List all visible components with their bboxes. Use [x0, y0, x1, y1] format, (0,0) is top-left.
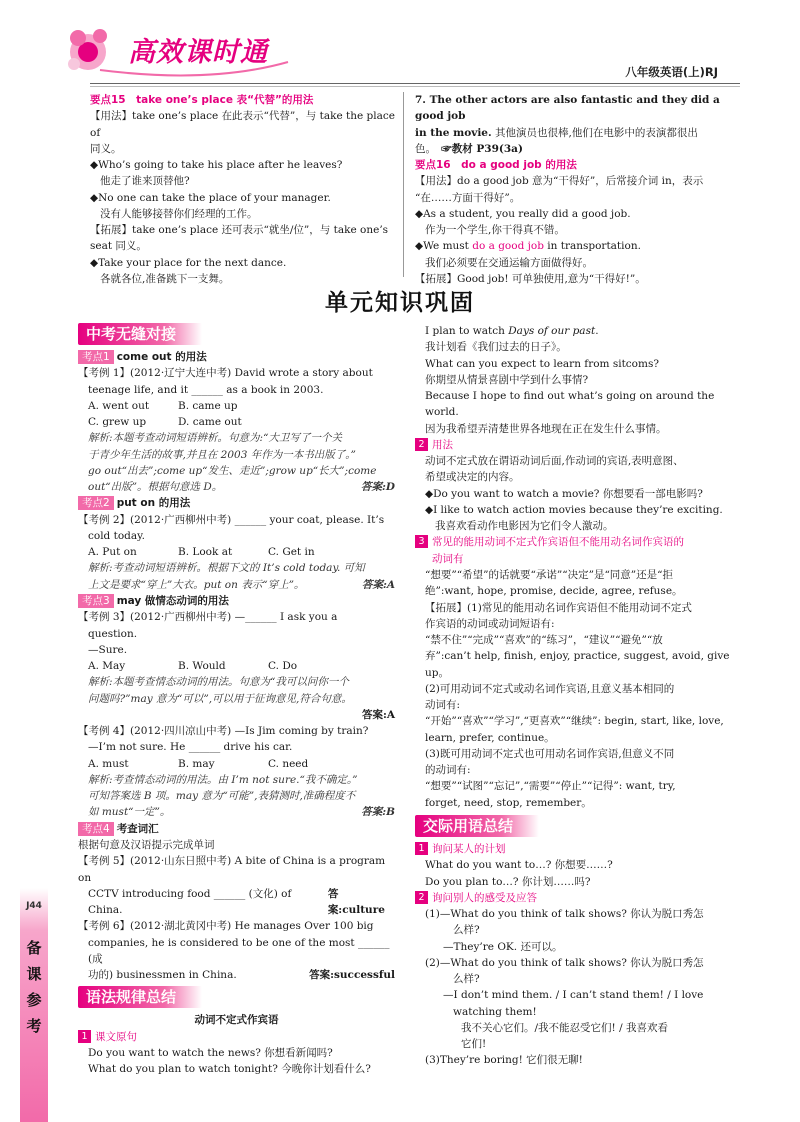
c2-d1b: 么样? — [453, 924, 480, 937]
ex2-options — [78, 544, 395, 560]
column-divider — [403, 92, 404, 277]
c2-d2f: 它们! — [461, 1038, 487, 1051]
g3-text14: forget, need, stop, remember。 — [425, 796, 592, 809]
logo-text: 高效课时通 — [128, 37, 268, 68]
header-divider-thin — [90, 86, 740, 87]
ex1-option-a: A. went out — [88, 399, 150, 412]
ex3-answer: 答案:A — [361, 708, 395, 721]
g3-text2: 绝”:want, hope, promise, decide, agree, refuse。 — [425, 585, 683, 598]
kd3-title: may 做情态动词的用法 — [116, 594, 229, 607]
point15-ex3-cn: 各就各位,准备跳下一支舞。 — [100, 272, 230, 285]
point16-ex1-en: ◆As a student, you really did a good job. — [415, 207, 631, 220]
ex4-line2: —I’m not sure. He ______ drive his car. — [88, 741, 293, 754]
ex2-analysis1: 解析:考查动词短语辨析。根据下文的 It’s cold today. 可知 — [88, 562, 365, 575]
g3-text4: 作宾语的动词或动词短语有: — [425, 617, 555, 630]
g3-text9: “开始”“喜欢”“学习”,“更喜欢”“继续”: begin, start, like, love, — [425, 715, 724, 728]
c2-d2c: —I don’t mind them. / I can’t stand them! / I love — [443, 989, 704, 1002]
g2-example1: ◆Do you want to watch a movie? 你想要看一部电影吗? — [425, 487, 703, 500]
c2-d1c: —They’re OK. 还可以。 — [443, 940, 563, 953]
ex1-answer: 答案:D — [361, 481, 395, 494]
g3-text13: “想要”“试图”“忘记”,“需要”“停止”“记得”: want, try, — [425, 780, 676, 793]
point15-usage2: 同义。 — [90, 142, 122, 155]
kd4-title: 考查词汇 — [116, 822, 159, 835]
ex1-analysis3: go out“出去”;come up“发生、走近”;grow up“长大”;come — [88, 464, 377, 477]
g3-text8: 动词有: — [425, 699, 461, 712]
ex1-analysis2: 于青少年生活的故事,并且在 2003 年作为一本书出版了。” — [88, 448, 356, 461]
g2-example2-cn: 我喜欢看动作电影因为它们令人激动。 — [435, 520, 614, 533]
point15-usage: 【用法】take one’s place 在此表示“代替”，与 take the place of — [90, 110, 395, 139]
r1-sentence — [415, 323, 740, 339]
ex1-line2: teenage life, and it ______ as a book in 2003. — [88, 383, 324, 396]
point15-ex3-en: ◆Take your place for the next dance. — [90, 256, 287, 269]
c2-d1a: (1)—What do you think of talk shows? 你认为脱口秀怎 — [425, 908, 704, 921]
c2-d2d: watching them! — [453, 1005, 537, 1018]
ex1-analysis4: out“出版”。根据句意选 D。 — [88, 481, 223, 494]
c2-d2a: (2)—What do you think of talk shows? 你认为脱口秀怎 — [425, 956, 704, 969]
point15-ex2-cn: 没有人能够接替你们经理的工作。 — [100, 207, 258, 220]
g2-text1: 动词不定式放在谓语动词后面,作动词的宾语,表明意图、 — [425, 455, 684, 468]
ex3-options — [78, 658, 395, 674]
ex1-option-d: D. came out — [178, 416, 242, 429]
ex5-line2: CCTV introducing food ______ (文化) of China. — [88, 887, 292, 917]
ex6-line2: companies, he is considered to be one of the most ______ (成 — [88, 936, 390, 965]
item7-en2: in the movie. — [415, 126, 492, 139]
ex3-line3: —Sure. — [88, 643, 128, 656]
point16-ex2-pre: ◆We must — [415, 240, 473, 253]
ex4-option-c: C. need — [268, 757, 309, 770]
header-divider — [90, 83, 740, 84]
left-column — [78, 323, 395, 1077]
point15-ex1-en: ◆Who’s going to take his place after he leaves? — [90, 159, 343, 172]
ex4-analysis3: 如 must“一定”。 — [88, 806, 171, 819]
c2-d2e: 我不关心它们。/我不能忍受它们! / 我喜欢看 — [461, 1021, 668, 1034]
ex5-answer: 答案:culture — [327, 887, 385, 917]
point15-ext2: seat 同义。 — [90, 240, 147, 253]
ex4-analysis1: 解析:考查情态动词的用法。由 I’m not sure.“我不确定。” — [88, 773, 358, 786]
ex2-line1: 【考例 2】(2012·广西柳州中考) ______ your coat, please. It’s — [78, 513, 385, 526]
g3-text1: “想要”“希望”的话就要“承诺”“决定”是“同意”还是“拒 — [425, 568, 674, 581]
ex6-line1: 【考例 6】(2012·湖北黄冈中考) He manages Over 100 big — [78, 920, 374, 933]
ex4-line1: 【考例 4】(2012·四川凉山中考) —Is Jim coming by train? — [78, 725, 369, 738]
page-number: J44 — [26, 901, 42, 911]
point16-usage2: “在……方面干得好”。 — [415, 191, 521, 204]
point16-usage: 【用法】do a good job 意为“干得好”，后常接介词 in，表示 — [415, 175, 704, 188]
right-column — [415, 323, 740, 1069]
g3-text6: 弃”:can’t help, finish, enjoy, practice, suggest, avoid, give up。 — [425, 650, 730, 679]
c1-title: 询问某人的计划 — [432, 842, 506, 855]
ex6-line3: 功的) businessmen in China. — [88, 969, 237, 982]
point16-ext: 【拓展】Good job! 可单独使用,意为“干得好!”。 — [415, 272, 646, 285]
page-header — [0, 0, 800, 90]
g3-text3: 【拓展】(1)常见的能用动名词作宾语但不能用动词不定式 — [425, 601, 692, 614]
point16-ex2-highlight: do a good job — [472, 240, 544, 253]
c2-d2b: 么样? — [453, 973, 480, 986]
point16-title: 要点16 do a good job 的用法 — [415, 159, 577, 172]
r1-text: I plan to watch — [425, 325, 509, 337]
c1-number: 1 — [415, 842, 428, 855]
point15-ex2-en: ◆No one can take the place of your manager. — [90, 191, 331, 204]
ex2-analysis2: 上文是要求“穿上”大衣。put on 表示“穿上”。 — [88, 578, 305, 591]
ex1-options — [78, 398, 395, 414]
banner-communication: 交际用语总结 — [415, 815, 539, 837]
ex4-options — [78, 756, 395, 772]
g2-number: 2 — [415, 438, 428, 451]
c2-number: 2 — [415, 891, 428, 904]
top-right-column — [415, 92, 735, 287]
item7-en: 7. The other actors are also fantastic and they did a good job — [415, 94, 720, 123]
ex3-option-c: C. Do — [268, 660, 298, 673]
g2-text2: 希望或决定的内容。 — [425, 471, 520, 484]
banner-zhongkao: 中考无缝对接 — [78, 323, 202, 345]
c1-sentence1: What do you want to…? 你想要……? — [425, 859, 613, 872]
g2-title: 用法 — [432, 438, 453, 451]
banner-grammar: 语法规律总结 — [78, 986, 202, 1008]
g2-example2: ◆I like to watch action movies because they’re exciting. — [425, 503, 723, 516]
item7-cn: 其他演员也很棒,他们在电影中的表演都很出 — [494, 126, 698, 139]
item7-ref: ☞教材 P39(3a) — [441, 142, 523, 155]
g3-text11: (3)既可用动词不定式也可用动名词作宾语,但意义不同 — [425, 747, 675, 760]
side-label: 备课参考 — [26, 939, 42, 1035]
r2-sentence: What can you expect to learn from sitcoms? — [425, 357, 659, 370]
ex1-option-b: B. came up — [178, 399, 238, 412]
c2-title: 询问别人的感受及应答 — [432, 891, 537, 904]
ex4-option-a: A. must — [88, 757, 129, 770]
unit-title: 单元知识巩固 — [325, 290, 475, 316]
point16-ex2-cn: 我们必须要在交通运输方面做得好。 — [425, 256, 593, 269]
ex3-analysis2: 问题吗?”may 意为“可以”,可以用于征询意见,符合句意。 — [88, 692, 352, 705]
ex2-line2: cold today. — [88, 529, 146, 542]
g3-title: 常见的能用动词不定式作宾语但不能用动名词作宾语的 — [432, 536, 684, 549]
kd2-tag: 考点2 — [78, 496, 114, 510]
ex3-option-b: B. Would — [178, 660, 226, 673]
g3-number: 3 — [415, 535, 428, 548]
ex3-line1: 【考例 3】(2012·广西柳州中考) —______ I ask you a — [78, 611, 338, 624]
point15-ex1-cn: 他走了谁来顶替他? — [100, 175, 190, 188]
grade-label: 八年级英语(上)RJ — [625, 65, 718, 79]
r3-cn: 因为我希望弄清楚世界各地现在正在发生什么事情。 — [425, 422, 667, 435]
ex2-option-a: A. Put on — [88, 546, 137, 559]
ex4-answer: 答案:B — [361, 806, 395, 819]
r1-title: Days of our past — [508, 325, 596, 337]
point16-ex2 — [415, 238, 735, 254]
point15-ext: 【拓展】take one’s place 还可表示“就坐/位”，与 take one’s — [90, 224, 389, 237]
ex6-answer: 答案:successful — [309, 969, 395, 982]
ex1-option-c: C. grew up — [88, 416, 147, 429]
g3-text10: learn, prefer, continue。 — [425, 731, 555, 744]
kd1-title: come out 的用法 — [116, 351, 207, 363]
ex5-line1: 【考例 5】(2012·山东日照中考) A bite of China is a program on — [78, 855, 386, 884]
g3-text7: (2)可用动词不定式或动名词作宾语,且意义基本相同的 — [425, 682, 675, 695]
ex1-analysis1: 解析:本题考查动词短语辨析。句意为:“大卫写了一个关 — [88, 432, 342, 445]
kd4-instruction: 根据句意及汉语提示完成单词 — [78, 838, 215, 851]
g1-sentence2: What do you plan to watch tonight? 今晚你计划看什么? — [88, 1063, 371, 1076]
ex1-options2 — [78, 414, 395, 430]
kd1-tag: 考点1 — [78, 350, 114, 364]
ex2-option-c: C. Get in — [268, 546, 315, 559]
ex1-line1: 【考例 1】(2012·辽宁大连中考) David wrote a story about — [78, 367, 373, 380]
r2-cn: 你期望从情景喜剧中学到什么事情? — [425, 373, 589, 386]
g1-sentence1: Do you want to watch the news? 你想看新闻吗? — [88, 1046, 333, 1059]
g3-text12: 的动词有: — [425, 764, 471, 777]
g1-number: 1 — [78, 1030, 91, 1043]
ex2-answer: 答案:A — [361, 578, 395, 591]
r3-sentence: Because I hope to find out what’s going on around the world. — [425, 390, 715, 419]
c2-d3: (3)They’re boring! 它们很无聊! — [425, 1054, 583, 1067]
g3-title2: 动词有 — [432, 552, 464, 565]
ex4-option-b: B. may — [178, 757, 215, 770]
ex3-line2: question. — [88, 627, 138, 640]
g3-text5: “禁不住”“完成”“喜欢”的“练习”，“建议”“避免”“放 — [425, 634, 663, 647]
point15-title: 要点15 take one’s place 表“代替”的用法 — [90, 94, 314, 106]
ex3-option-a: A. May — [88, 660, 126, 673]
c1-sentence2: Do you plan to…? 你计划……吗? — [425, 875, 591, 888]
kd4-tag: 考点4 — [78, 822, 114, 836]
ex2-option-b: B. Look at — [178, 546, 233, 559]
ex4-analysis2: 可知答案选 B 项。may 意为“可能”,表猜测时,准确程度不 — [88, 790, 356, 803]
point16-ex1-cn: 作为一个学生,你干得真不错。 — [425, 224, 565, 237]
ex3-analysis1: 解析:本题考查情态动词的用法。句意为“我可以问你一个 — [88, 676, 349, 689]
item7-cn2: 色。 — [415, 142, 431, 155]
grammar-title: 动词不定式作宾语 — [194, 1014, 279, 1027]
top-left-column — [90, 92, 395, 287]
g1-title: 课文原句 — [95, 1030, 137, 1043]
kd3-tag: 考点3 — [78, 594, 114, 608]
r1-cn: 我计划看《我们过去的日子》。 — [425, 341, 567, 354]
point16-ex2-post: in transportation. — [543, 240, 641, 253]
r1-end: . — [595, 325, 599, 337]
kd2-title: put on 的用法 — [116, 497, 191, 510]
